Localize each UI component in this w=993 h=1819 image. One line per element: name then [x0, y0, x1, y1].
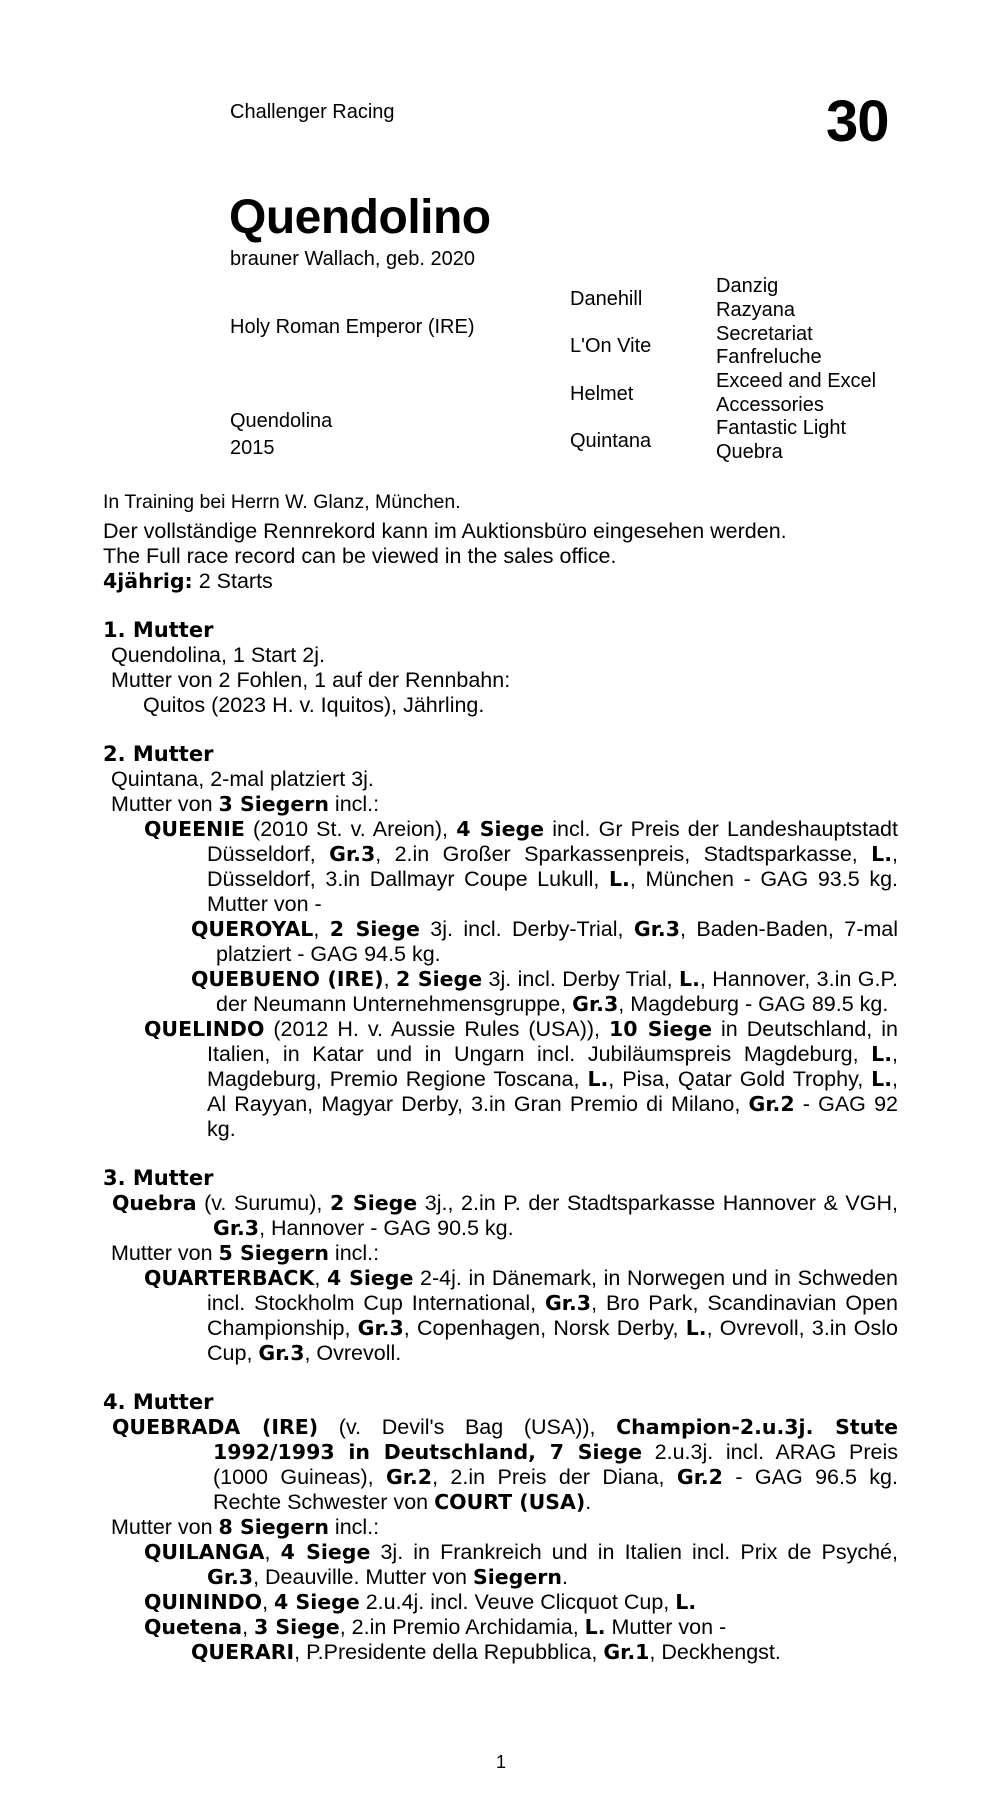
- race-record-de: Der vollständige Rennrekord kann im Auktionsbüro eingesehen werden.: [103, 519, 787, 543]
- horse-name: Quendolino: [229, 191, 491, 244]
- pedigree-ggp-4: Fanfreluche: [716, 346, 822, 368]
- text-span: QUELINDO: [144, 1017, 265, 1041]
- text-span: in Deutschland, in Italien, in Katar und in Ungarn incl. Jubiläumspreis Magdeburg,: [207, 1017, 899, 1066]
- text-span: 3 Siege: [254, 1615, 340, 1639]
- first-dam-offspring: Quitos (2023 H. v. Iquitos), Jährling.: [143, 693, 485, 717]
- text-span: 3j., 2.in P. der Stadtsparkasse Hannover & VGH,: [417, 1191, 898, 1215]
- text-span: Mutter von: [111, 1515, 219, 1539]
- lot-number: 30: [826, 89, 889, 154]
- text-span: Gr.2: [385, 1465, 433, 1489]
- text-span: 3j. incl. Derby Trial,: [482, 967, 680, 991]
- text-span: QUEENIE: [144, 817, 245, 841]
- text-span: ,: [242, 1615, 255, 1639]
- text-span: 2 Siege: [329, 917, 420, 941]
- age-label: 4jährig:: [103, 569, 193, 593]
- text-span: , Hannover - GAG 90.5 kg.: [259, 1216, 514, 1240]
- text-span: 2 Siege: [329, 1191, 418, 1215]
- text-span: ,: [383, 967, 397, 991]
- text-span: , 2.in Premio Archidamia,: [339, 1615, 585, 1639]
- entry-quebueno: [103, 967, 898, 1017]
- text-span: Gr.3: [357, 1316, 404, 1340]
- horse-description: brauner Wallach, geb. 2020: [230, 248, 475, 270]
- pedigree-ggp-3: Secretariat: [716, 323, 813, 345]
- first-dam-heading: 1. Mutter: [103, 618, 214, 642]
- text-span: incl. Gr Preis der Landeshauptstadt Düsseldorf,: [207, 817, 898, 866]
- text-span: (2010 St. v. Areion),: [244, 817, 457, 841]
- entry-queroyal: [103, 917, 898, 967]
- pedigree-ggp-5: Exceed and Excel: [716, 370, 877, 392]
- text-span: L.: [675, 1590, 697, 1614]
- first-dam-line: Quendolina, 1 Start 2j.: [111, 643, 325, 667]
- text-span: 2 Siege: [396, 967, 483, 991]
- text-span: - GAG 96.5 kg. Rechte Schwester von: [213, 1465, 898, 1514]
- text-span: Gr.3: [329, 842, 376, 866]
- first-dam-foals: Mutter von 2 Fohlen, 1 auf der Rennbahn:: [111, 668, 511, 692]
- fourth-dam-heading: 4. Mutter: [103, 1390, 214, 1414]
- age-starts: 2 Starts: [192, 569, 273, 593]
- text-span: , Deauville. Mutter von: [253, 1565, 473, 1589]
- second-dam-line: Quintana, 2-mal platziert 3j.: [111, 767, 374, 791]
- text-span: Gr.3: [213, 1216, 260, 1240]
- text-span: .: [561, 1565, 568, 1589]
- trainer-line: In Training bei Herrn W. Glanz, München.: [103, 491, 461, 513]
- race-record-en: The Full race record can be viewed in the sales office.: [103, 544, 617, 568]
- text-span: ,: [314, 1266, 327, 1290]
- text-span: Gr.3: [544, 1291, 592, 1315]
- text-span: Gr.1: [603, 1640, 650, 1664]
- text-span: , 2.in Großer Sparkassenpreis, Stadtsparkasse,: [375, 842, 872, 866]
- consignor-name: Challenger Racing: [230, 101, 395, 123]
- text-span: 3 Siegern: [218, 792, 329, 816]
- text-span: Champion-2.u.3j. Stute 1992/1993 in Deutschland, 7 Siege: [213, 1415, 899, 1464]
- text-span: 8 Siegern: [218, 1515, 329, 1539]
- fourth-dam-winners: [103, 1515, 898, 1540]
- text-span: , Baden-Baden, 7-mal platziert - GAG 94.5 kg.: [216, 917, 898, 966]
- text-span: 5 Siegern: [218, 1241, 329, 1265]
- text-span: L.: [871, 842, 893, 866]
- pedigree-ggp-7: Fantastic Light: [716, 417, 847, 439]
- text-span: , Bro Park, Scandinavian Open Championship,: [207, 1291, 898, 1340]
- text-span: Gr.3: [258, 1341, 305, 1365]
- text-span: 3j. incl. Derby-Trial,: [419, 917, 634, 941]
- second-dam-winners: [103, 792, 898, 817]
- text-span: 4 Siege: [327, 1266, 414, 1290]
- entry-quinindo: [103, 1590, 898, 1615]
- text-span: Mutter von: [111, 792, 219, 816]
- text-span: L.: [871, 1067, 893, 1091]
- entry-quelindo: [103, 1017, 898, 1142]
- pedigree-grandsire-paternal: Danehill: [570, 288, 643, 310]
- text-span: , Al Rayyan, Magyar Derby, 3.in Gran Premio di Milano,: [207, 1067, 898, 1116]
- pedigree-ggp-8: Quebra: [716, 441, 783, 463]
- text-span: Gr.2: [676, 1465, 723, 1489]
- text-span: QUININDO: [144, 1590, 263, 1614]
- text-span: incl.:: [328, 1515, 380, 1539]
- pedigree-ggp-2: Razyana: [716, 299, 795, 321]
- text-span: Siegern: [472, 1565, 562, 1589]
- entry-queenie: [103, 817, 898, 917]
- text-span: Quebra: [112, 1191, 197, 1215]
- text-span: 4 Siege: [280, 1540, 371, 1564]
- text-span: , 2.in Preis der Diana,: [432, 1465, 677, 1489]
- text-span: - GAG 92 kg.: [207, 1092, 898, 1141]
- catalogue-body: [103, 490, 898, 1665]
- text-span: 10 Siege: [609, 1017, 713, 1041]
- text-span: QUEROYAL: [191, 917, 314, 941]
- text-span: Gr.3: [633, 917, 680, 941]
- text-span: 2.u.4j. incl. Veuve Clicquot Cup,: [359, 1590, 676, 1614]
- text-span: Gr.3: [572, 992, 619, 1016]
- pedigree-ggp-6: Accessories: [716, 394, 824, 416]
- pedigree-granddam-maternal: Quintana: [570, 430, 652, 452]
- entry-quebrada: [103, 1415, 898, 1515]
- pedigree-dam: Quendolina: [230, 410, 333, 432]
- text-span: Mutter von -: [605, 1615, 727, 1639]
- text-span: QUEBUENO (IRE): [191, 967, 384, 991]
- text-span: ,: [313, 917, 330, 941]
- pedigree-dam-year: 2015: [230, 437, 275, 459]
- text-span: L.: [608, 867, 630, 891]
- entry-quilanga: [103, 1540, 898, 1590]
- third-dam-heading: 3. Mutter: [103, 1166, 214, 1190]
- text-span: , Magdeburg - GAG 89.5 kg.: [618, 992, 889, 1016]
- entry-querari: [103, 1640, 898, 1665]
- page-number: 1: [496, 1752, 507, 1772]
- text-span: QUARTERBACK: [144, 1266, 315, 1290]
- text-span: Quetena: [144, 1615, 243, 1639]
- text-span: , Ovrevoll, 3.in Oslo Cup,: [207, 1316, 898, 1365]
- text-span: , P.Presidente della Repubblica,: [294, 1640, 604, 1664]
- text-span: L.: [587, 1067, 609, 1091]
- text-span: .: [585, 1490, 592, 1514]
- text-span: incl.:: [328, 792, 380, 816]
- text-span: (v. Surumu),: [196, 1191, 330, 1215]
- text-span: L.: [679, 967, 700, 991]
- text-span: , Pisa, Qatar Gold Trophy,: [608, 1067, 872, 1091]
- text-span: 2-4j. in Dänemark, in Norwegen und in Schweden incl. Stockholm Cup International,: [207, 1266, 898, 1315]
- text-span: QUILANGA: [144, 1540, 265, 1564]
- pedigree-ggp-1: Danzig: [716, 275, 779, 297]
- entry-quetena: [103, 1615, 898, 1640]
- third-dam-winners: [103, 1241, 898, 1266]
- text-span: ,: [262, 1590, 275, 1614]
- second-dam-heading: 2. Mutter: [103, 742, 214, 766]
- pedigree-grandsire-maternal: Helmet: [570, 383, 634, 405]
- text-span: , Deckhengst.: [649, 1640, 781, 1664]
- text-span: 4 Siege: [274, 1590, 360, 1614]
- text-span: incl.:: [328, 1241, 380, 1265]
- text-span: , Hannover, 3.in G.P. der Neumann Unternehmensgruppe,: [216, 967, 898, 1016]
- text-span: L.: [871, 1042, 893, 1066]
- text-span: ,: [264, 1540, 281, 1564]
- text-span: (v. Devil's Bag (USA)),: [318, 1415, 617, 1439]
- entry-quarterback: [103, 1266, 898, 1366]
- text-span: , Düsseldorf, 3.in Dallmayr Coupe Lukull,: [207, 842, 899, 891]
- text-span: (2012 H. v. Aussie Rules (USA)),: [264, 1017, 610, 1041]
- text-span: , München - GAG 93.5 kg. Mutter von -: [207, 867, 898, 916]
- text-span: 2.u.3j. incl. ARAG Preis (1000 Guineas),: [213, 1440, 898, 1489]
- text-span: QUERARI: [191, 1640, 295, 1664]
- pedigree-sire: Holy Roman Emperor (IRE): [230, 316, 475, 338]
- text-span: L.: [584, 1615, 606, 1639]
- text-span: Gr.2: [748, 1092, 795, 1116]
- text-span: , Ovrevoll.: [304, 1341, 402, 1365]
- text-span: Mutter von: [111, 1241, 219, 1265]
- text-span: 3j. in Frankreich und in Italien incl. Prix de Psyché,: [370, 1540, 898, 1564]
- text-span: , Copenhagen, Norsk Derby,: [403, 1316, 686, 1340]
- text-span: Gr.3: [207, 1565, 254, 1589]
- age-starts-line: [103, 569, 898, 594]
- entry-quebra: [103, 1191, 898, 1241]
- text-span: 4 Siege: [456, 817, 545, 841]
- text-span: L.: [685, 1316, 707, 1340]
- pedigree-granddam-paternal: L'On Vite: [570, 335, 652, 357]
- text-span: QUEBRADA (IRE): [112, 1415, 319, 1439]
- text-span: COURT (USA): [434, 1490, 586, 1514]
- text-span: , Magdeburg, Premio Regione Toscana,: [207, 1042, 898, 1091]
